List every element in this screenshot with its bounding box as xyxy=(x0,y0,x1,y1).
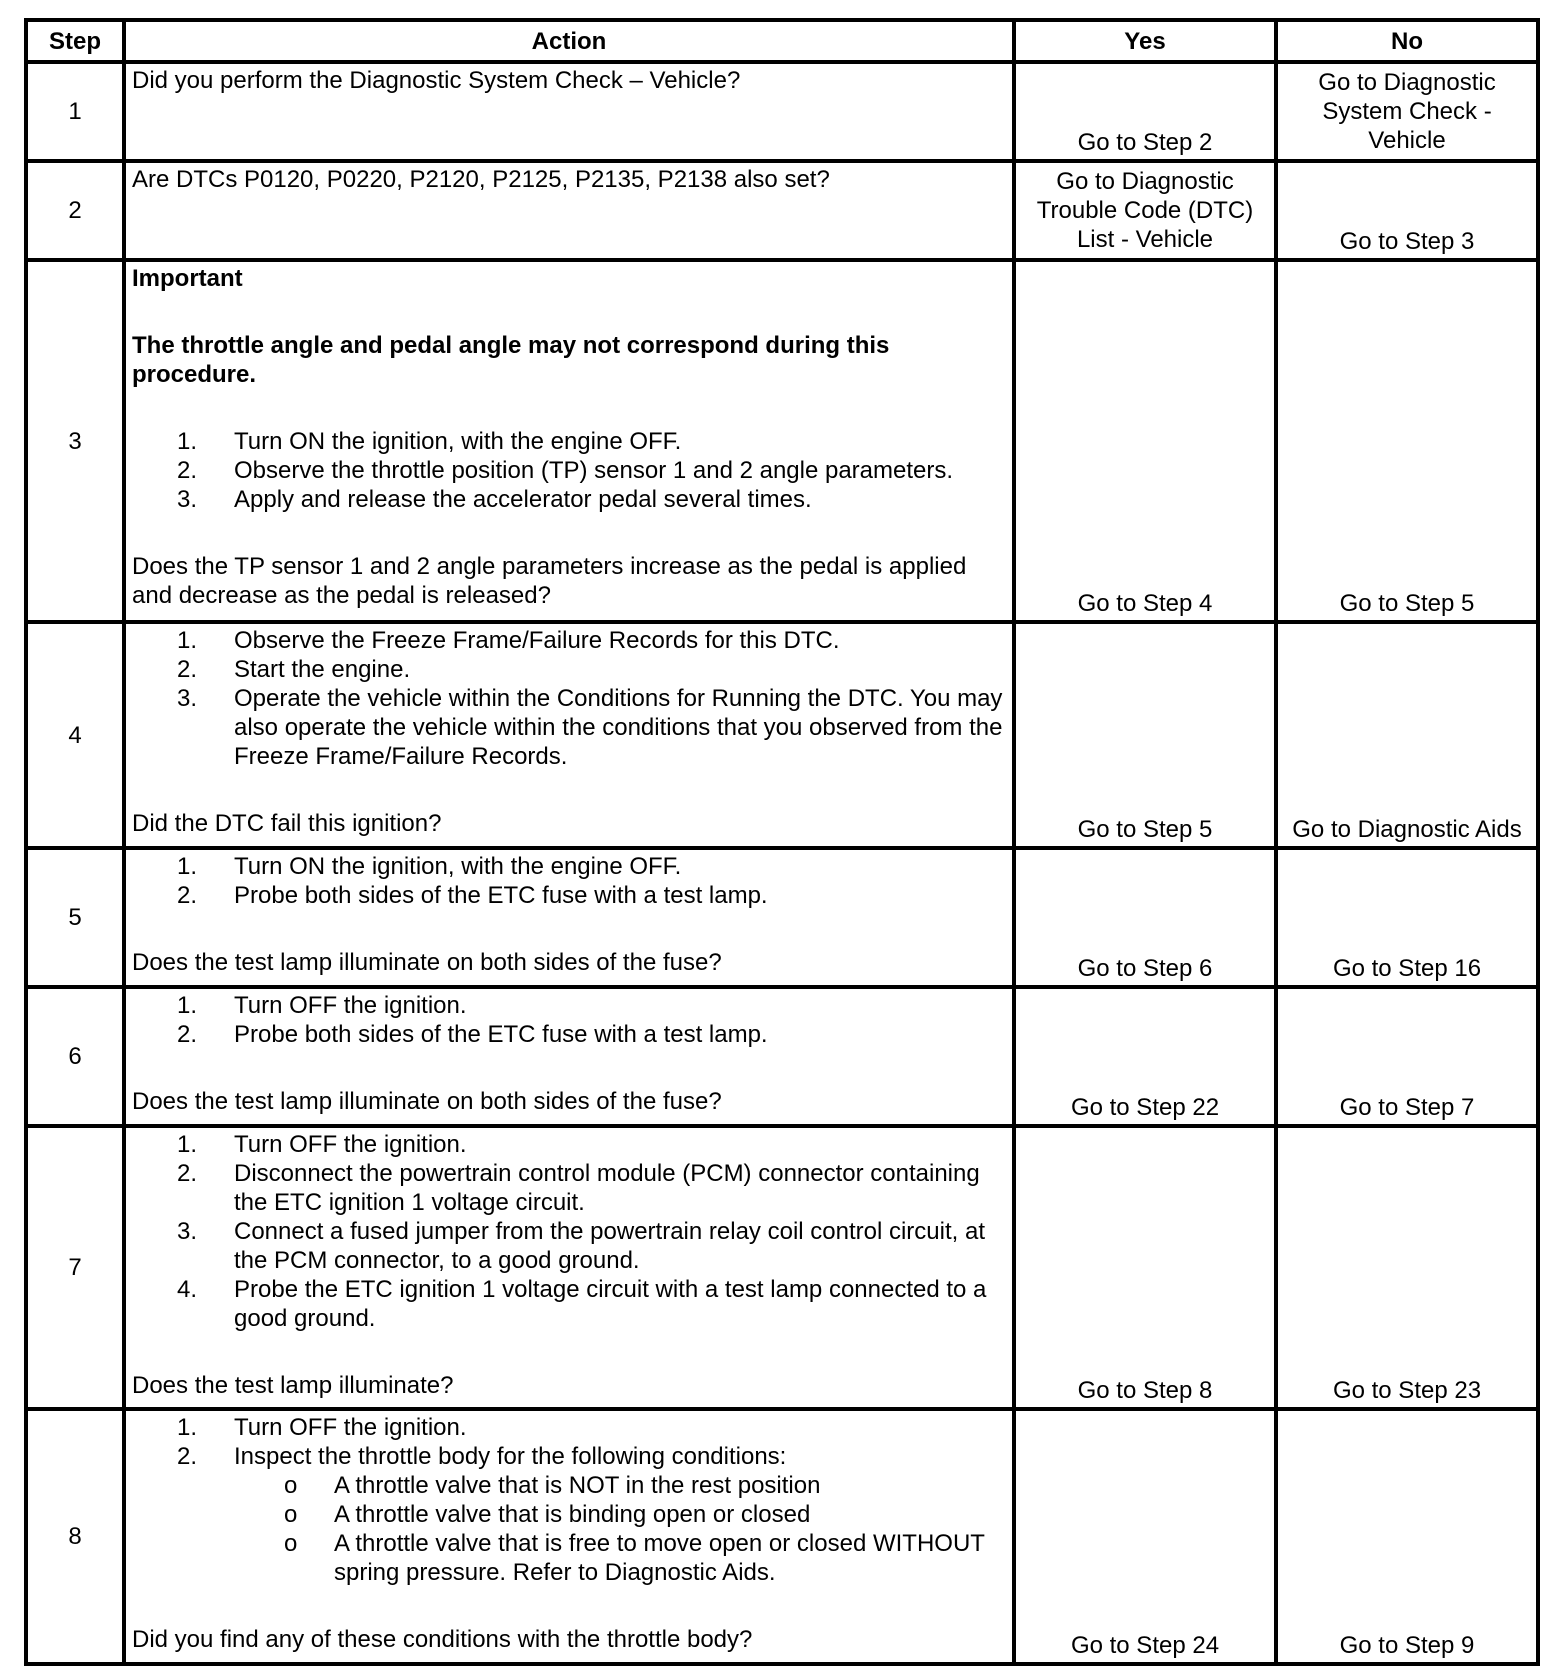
yes-cell: Go to Step 2 xyxy=(1014,62,1276,161)
yes-cell: Go to Step 8 xyxy=(1014,1126,1276,1409)
header-yes: Yes xyxy=(1014,20,1276,62)
no-cell: Go to Step 5 xyxy=(1276,260,1538,622)
no-cell: Go to Step 9 xyxy=(1276,1409,1538,1664)
action-cell xyxy=(124,1126,1014,1409)
step-number: 4 xyxy=(26,622,124,848)
list-item: Turn ON the ignition, with the engine OFF. xyxy=(234,428,682,455)
list-item: Observe the Freeze Frame/Failure Records for this DTC. xyxy=(234,627,840,654)
action-cell xyxy=(124,1409,1014,1664)
no-cell: Go to Step 3 xyxy=(1276,161,1538,260)
procedure-list xyxy=(132,1130,1006,1333)
table-row xyxy=(26,622,1538,848)
step-number: 3 xyxy=(26,260,124,622)
question-text: Are DTCs P0120, P0220, P2120, P2125, P2135, P2138 also set? xyxy=(132,166,830,193)
no-cell: Go to Diagnostic Aids xyxy=(1276,622,1538,848)
question-text: Does the test lamp illuminate on both sides of the fuse? xyxy=(132,949,722,976)
yes-cell: Go to Step 6 xyxy=(1014,848,1276,987)
table-row xyxy=(26,161,1538,260)
list-item: Turn OFF the ignition. xyxy=(234,992,467,1019)
list-item: Observe the throttle position (TP) sensor 1 and 2 angle parameters. xyxy=(234,457,954,484)
step-number: 7 xyxy=(26,1126,124,1409)
procedure-list xyxy=(132,427,1006,514)
action-cell xyxy=(124,848,1014,987)
table-row xyxy=(26,848,1538,987)
question-text: Does the TP sensor 1 and 2 angle parameters increase as the pedal is applied and decrease as the pedal is released? xyxy=(132,553,967,609)
yes-cell: Go to Step 5 xyxy=(1014,622,1276,848)
list-item: Operate the vehicle within the Conditions for Running the DTC. You may also operate the vehicle within the conditions that you observed from the Freeze Frame/Failure Records. xyxy=(234,685,1003,770)
list-item: Disconnect the powertrain control module (PCM) connector containing the ETC ignition 1 voltage circuit. xyxy=(234,1160,980,1216)
list-item: Probe the ETC ignition 1 voltage circuit with a test lamp connected to a good ground. xyxy=(234,1276,987,1332)
action-cell xyxy=(124,260,1014,622)
action-cell xyxy=(124,987,1014,1126)
question-text: Does the test lamp illuminate on both sides of the fuse? xyxy=(132,1088,722,1115)
yes-cell: Go to Step 22 xyxy=(1014,987,1276,1126)
question-text: Did you perform the Diagnostic System Check – Vehicle? xyxy=(132,67,741,94)
list-item: Turn OFF the ignition. xyxy=(234,1414,467,1441)
procedure-list xyxy=(132,852,1006,910)
table-row xyxy=(26,62,1538,161)
list-item: Turn ON the ignition, with the engine OFF. xyxy=(234,853,682,880)
list-item: Connect a fused jumper from the powertrain relay coil control circuit, at the PCM connector, to a good ground. xyxy=(234,1218,985,1274)
no-cell: Go to Step 23 xyxy=(1276,1126,1538,1409)
yes-cell: Go to Step 24 xyxy=(1014,1409,1276,1664)
question-text: Does the test lamp illuminate? xyxy=(132,1372,454,1399)
list-item-text: Inspect the throttle body for the following conditions: xyxy=(234,1443,787,1470)
important-text: The throttle angle and pedal angle may not correspond during this procedure. xyxy=(132,332,890,388)
no-cell xyxy=(1276,62,1538,161)
step-number: 6 xyxy=(26,987,124,1126)
yes-cell xyxy=(1014,161,1276,260)
sub-list-item: o A throttle valve that is binding open or closed xyxy=(334,1500,1006,1529)
condition-list xyxy=(234,1471,1006,1587)
no-answer: Go to Diagnostic System Check - Vehicle xyxy=(1318,69,1496,154)
list-item: Probe both sides of the ETC fuse with a test lamp. xyxy=(234,1021,768,1048)
yes-answer: Go to Diagnostic Trouble Code (DTC) List - Vehicle xyxy=(1036,168,1254,253)
step-number: 8 xyxy=(26,1409,124,1664)
sub-list-item: o A throttle valve that is NOT in the rest position xyxy=(334,1471,1006,1500)
no-cell: Go to Step 16 xyxy=(1276,848,1538,987)
table-row xyxy=(26,1409,1538,1664)
header-no: No xyxy=(1276,20,1538,62)
procedure-list xyxy=(132,626,1006,771)
list-item: Apply and release the accelerator pedal several times. xyxy=(234,486,812,513)
table-row xyxy=(26,987,1538,1126)
header-row xyxy=(26,20,1538,62)
no-cell: Go to Step 7 xyxy=(1276,987,1538,1126)
action-cell xyxy=(124,161,1014,260)
action-cell xyxy=(124,622,1014,848)
diagnostic-table xyxy=(24,18,1540,1666)
sub-list-item: o A throttle valve that is free to move open or closed WITHOUT spring pressure. Refer to Diagnostic Aids. xyxy=(334,1529,1006,1587)
step-number: 5 xyxy=(26,848,124,987)
list-item: Start the engine. xyxy=(234,656,411,683)
header-action: Action xyxy=(124,20,1014,62)
list-item: Turn OFF the ignition. xyxy=(234,1131,467,1158)
important-title: Important xyxy=(132,265,243,292)
procedure-list xyxy=(132,1413,1006,1587)
step-number: 1 xyxy=(26,62,124,161)
procedure-list xyxy=(132,991,1006,1049)
header-step: Step xyxy=(26,20,124,62)
table-row xyxy=(26,1126,1538,1409)
list-item: Probe both sides of the ETC fuse with a test lamp. xyxy=(234,882,768,909)
question-text: Did the DTC fail this ignition? xyxy=(132,810,442,837)
step-number: 2 xyxy=(26,161,124,260)
table-row xyxy=(26,260,1538,622)
list-item xyxy=(234,1442,1006,1587)
action-cell xyxy=(124,62,1014,161)
question-text: Did you find any of these conditions with the throttle body? xyxy=(132,1626,753,1653)
yes-cell: Go to Step 4 xyxy=(1014,260,1276,622)
